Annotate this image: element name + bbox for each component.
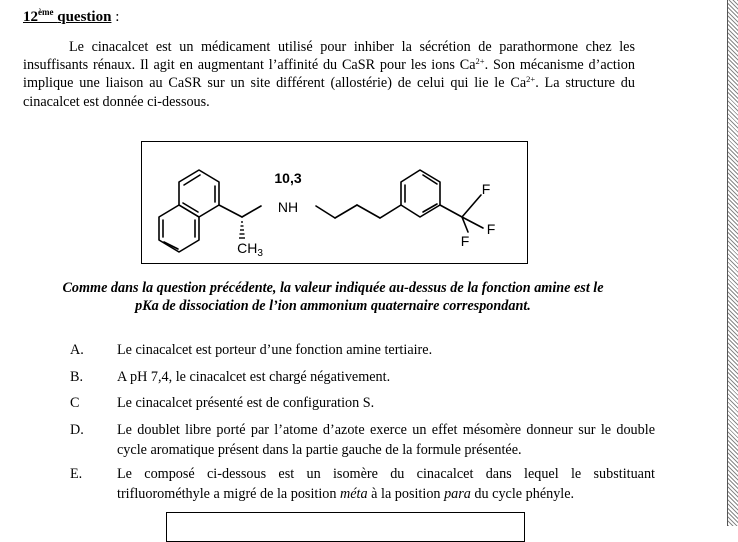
hashed-wedge [239,222,245,238]
isomer-structure-box [166,512,525,542]
naphthalene-ring-lower [159,205,199,252]
bond-chiral-n [242,206,261,217]
fluorine-bottom: F [460,233,470,249]
naphthalene-ring-upper [179,170,219,217]
chain-bond-3 [357,205,380,218]
bond-ring-cf3 [440,205,462,217]
fluorine-top: F [481,181,491,197]
pka-label: 10,3 [274,170,302,186]
phenyl-ring [401,170,440,217]
structure-figure [141,141,528,264]
amine-label: NH [277,199,299,215]
chain-bond-2 [335,205,357,218]
fluorine-right: F [486,221,496,237]
bond-ring-chiral [219,205,242,217]
question-number: 12ème question [23,7,112,25]
document-page: 12ème question : Le cinacalcet est un médicament utilisé pour inhiber la sécrétion de parathormone chez les insuffisants rénaux. Il agit en augmentant l’affinité du CaSR pour les ions $Ca^{2+}$. Son mécanisme d’action implique une liaison au CaSR sur un site différent (allostérie) de celui qui lie le $Ca^{2+}$. La structure du cinacalcet est donnée ci-dessous. 10,3 NH $CH_3$ F F F Comme dans la question précédente, la valeur indiquée au-dessus de la fonction amine est le pKa de dissociation de l’ion ammonium quaternaire correspondant. A. Le cinacalcet est porteur d’une fonction amine tertiaire. B. A pH 7,4, le cinacalcet est chargé négativement. C Le cinacalcet présenté est de configuration S. D. Le doublet libre porté par l’atome d’azote exerce un effet mésomère donneur sur le double cycle aromatique présent dans la partie gauche de la formule présentée. E. Le composé ci-dessous est un isomère du cinacalcet dans lequel le substituant trifluorométhyle a migré de la position méta à la position para du cycle phényle. [0,0,728,526]
page-edge [727,0,738,526]
chain-bond-4 [380,205,401,218]
question-heading: 12ème question : [23,7,120,25]
intro-paragraph: Le cinacalcet est un médicament utilisé pour inhiber la sécrétion de parathormone chez les insuffisants rénaux. Il agit en augmentant l’affinité du CaSR pour les ions $Ca^{2+}$. Son mécanisme d’action implique une liaison au CaSR sur un site différent (allostérie) de celui qui lie le $Ca^{2+}$. La structure du cinacalcet est donnée ci-dessous. [23,39,635,110]
chain-bond-1 [316,206,335,218]
pka-note: Comme dans la question précédente, la valeur indiquée au-dessus de la fonction amine est le pKa de dissociation de l’ion ammonium quaternaire correspondant. [62,280,604,314]
cinacalcet-structure [142,142,529,265]
methyl-label: $CH_3$ [237,240,263,259]
